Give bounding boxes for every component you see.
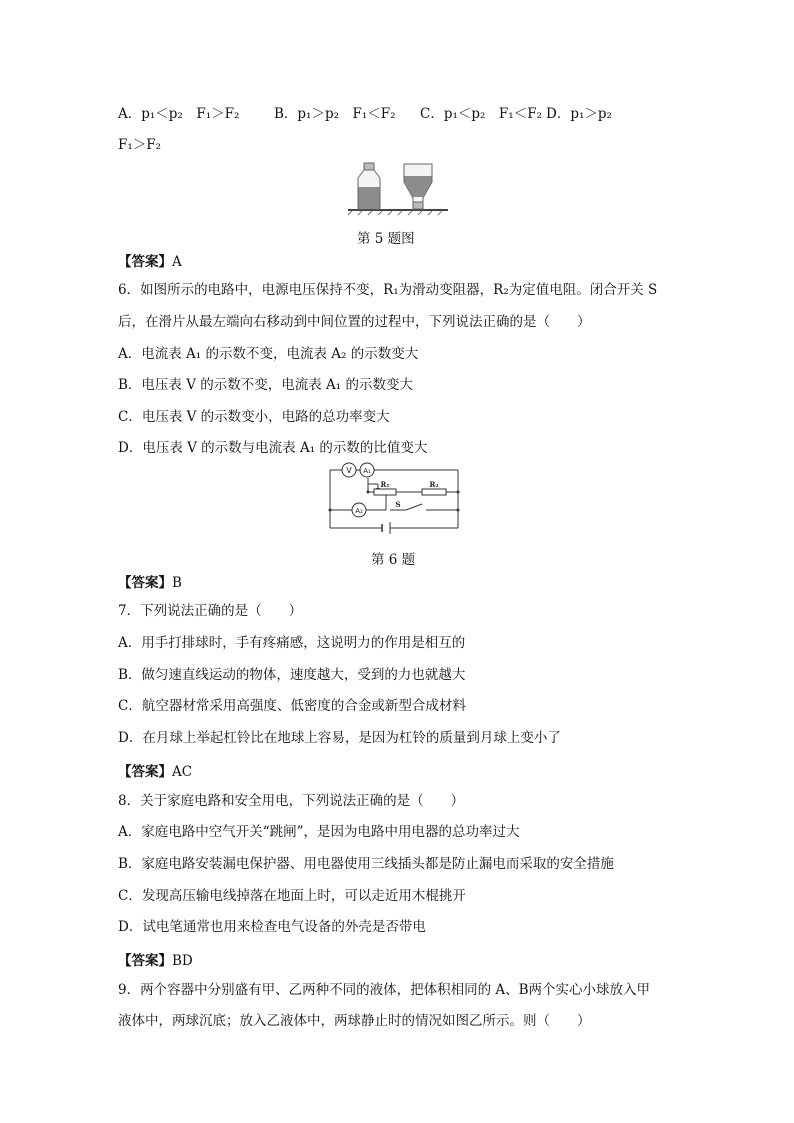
answer-label: 【答案】	[118, 953, 172, 969]
q9-stem-line1: 9．两个容器中分别盛有甲、乙两种不同的液体，把体积相同的 A、B两个实心小球放入甲	[118, 982, 651, 998]
svg-text:R₂: R₂	[429, 480, 439, 489]
q5-options-line1	[118, 105, 612, 123]
q8-option-d: D．试电笔通常也用来检查电气设备的外壳是否带电	[118, 919, 426, 935]
svg-text:A₂: A₂	[355, 507, 363, 515]
q7-stem: 7．下列说法正确的是（ ）	[118, 603, 303, 619]
q6-option-c: C．电压表 V 的示数变小，电路的总功率变大	[118, 409, 390, 425]
q6-option-d: D．电压表 V 的示数与电流表 A₁ 的示数的比值变大	[118, 440, 428, 456]
q7-option-d: D．在月球上举起杠铃比在地球上容易，是因为杠铃的质量到月球上变小了	[118, 730, 561, 746]
upright-bottle-icon	[358, 163, 380, 209]
q5-option-c: C．p₁＜p₂ F₁＜F₂	[420, 106, 542, 122]
svg-text:R₁: R₁	[380, 480, 390, 489]
answer-value: BD	[172, 953, 193, 969]
answer-label: 【答案】	[118, 575, 172, 591]
q5-figure-caption: 第 5 题图	[357, 231, 415, 247]
answer-label: 【答案】	[118, 764, 172, 780]
q5-option-a: A．p₁＜p₂ F₁＞F₂	[118, 106, 240, 122]
q6-figure-circuit	[326, 462, 462, 534]
inverted-bottle-icon	[404, 164, 432, 209]
switch-label: S	[395, 500, 401, 509]
resistor-r1-icon	[374, 480, 396, 495]
q5-option-b: B．p₁＞p₂ F₁＜F₂	[274, 106, 396, 122]
q8-answer	[118, 949, 193, 969]
q9-stem-line2: 液体中，两球沉底；放入乙液体中，两球静止时的情况如图乙所示。则（ ）	[118, 1013, 591, 1029]
q8-stem: 8．关于家庭电路和安全用电，下列说法正确的是（ ）	[118, 793, 465, 809]
q6-answer	[118, 571, 182, 591]
q8-option-a: A．家庭电路中空气开关“跳闸”，是因为电路中用电器的总功率过大	[118, 824, 520, 840]
voltmeter-icon	[342, 463, 356, 477]
q5-options-line2: F₁＞F₂	[118, 137, 162, 153]
q6-stem-line2: 后，在滑片从最左端向右移动到中间位置的过程中，下列说法正确的是（ ）	[118, 314, 591, 330]
q5-figure-bottles	[348, 160, 448, 216]
svg-text:V: V	[346, 466, 352, 475]
q6-stem-line1: 6．如图所示的电路中，电源电压保持不变，R₁为滑动变阻器，R₂为定值电阻。闭合开关 S	[118, 282, 658, 298]
ammeter-a1-icon	[360, 463, 374, 477]
answer-value: A	[172, 254, 182, 270]
ammeter-a2-icon	[352, 503, 366, 517]
q5-answer	[118, 250, 182, 270]
q6-option-a: A．电流表 A₁ 的示数不变，电流表 A₂ 的示数变大	[118, 346, 419, 362]
answer-value: AC	[172, 764, 193, 780]
q7-option-a: A．用手打排球时，手有疼痛感，这说明力的作用是相互的	[118, 635, 466, 651]
answer-label: 【答案】	[118, 254, 172, 270]
q8-option-c: C．发现高压输电线掉落在地面上时，可以走近用木棍挑开	[118, 888, 466, 904]
svg-text:A₁: A₁	[363, 467, 371, 475]
resistor-r2-icon	[422, 480, 446, 495]
q7-answer	[118, 760, 192, 780]
answer-value: B	[172, 575, 182, 591]
q7-option-c: C．航空器材常采用高强度、低密度的合金或新型合成材料	[118, 698, 466, 714]
q6-option-b: B．电压表 V 的示数不变，电流表 A₁ 的示数变大	[118, 377, 413, 393]
q5-option-d: D．p₁＞p₂	[546, 106, 612, 122]
q8-option-b: B．家庭电路安装漏电保护器、用电器使用三线插头都是防止漏电而采取的安全措施	[118, 856, 614, 872]
q7-option-b: B．做匀速直线运动的物体，速度越大，受到的力也就越大	[118, 667, 466, 683]
q6-figure-caption: 第 6 题	[371, 552, 416, 568]
